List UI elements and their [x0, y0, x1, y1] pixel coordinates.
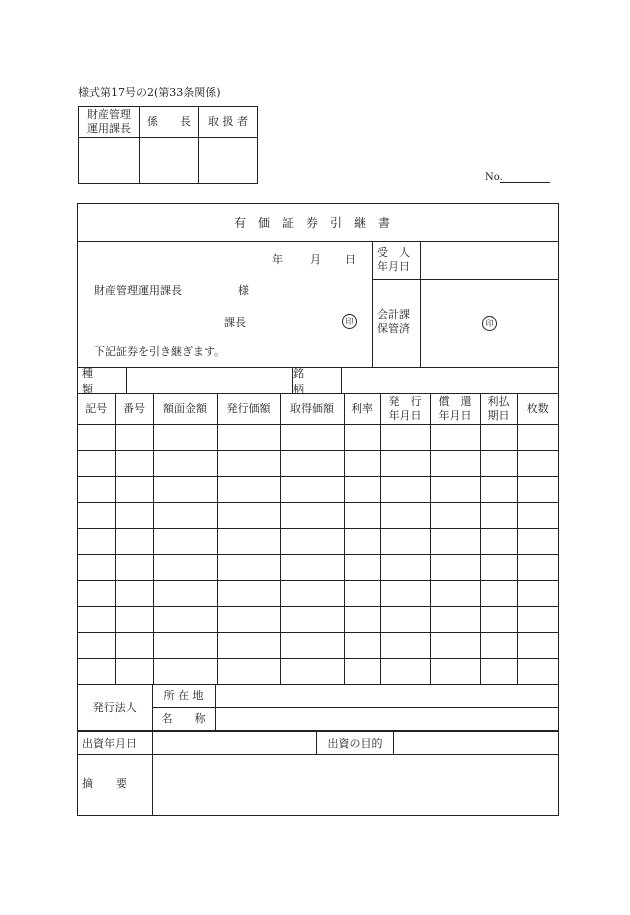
addressee: 財産管理運用課長: [94, 284, 182, 297]
table-cell[interactable]: [78, 451, 115, 477]
table-cell[interactable]: [217, 633, 280, 659]
investment-purpose-field[interactable]: [394, 732, 558, 754]
table-cell[interactable]: [153, 659, 217, 685]
table-row: [78, 581, 558, 607]
table-cell[interactable]: [517, 477, 558, 503]
table-cell[interactable]: [78, 425, 115, 451]
table-cell[interactable]: [153, 451, 217, 477]
table-cell[interactable]: [153, 555, 217, 581]
column-header: 利率: [344, 394, 380, 425]
summary-row: [78, 755, 558, 815]
table-cell[interactable]: [517, 581, 558, 607]
table-cell[interactable]: [344, 659, 380, 685]
table-cell[interactable]: [517, 659, 558, 685]
table-cell[interactable]: [344, 503, 380, 529]
table-cell[interactable]: [280, 503, 344, 529]
table-cell[interactable]: [217, 503, 280, 529]
issuer-name-label: 名 称: [152, 708, 215, 731]
brand-field[interactable]: [342, 368, 558, 393]
table-cell[interactable]: [280, 633, 344, 659]
table-cell[interactable]: [280, 477, 344, 503]
table-cell[interactable]: [517, 529, 558, 555]
table-cell[interactable]: [115, 503, 153, 529]
table-cell[interactable]: [280, 425, 344, 451]
table-cell[interactable]: [430, 633, 480, 659]
table-cell[interactable]: [380, 581, 430, 607]
table-cell[interactable]: [380, 607, 430, 633]
form-caption: 様式第17号の2(第33条関係): [78, 86, 221, 99]
date-month: 月: [310, 253, 321, 266]
table-cell[interactable]: [115, 529, 153, 555]
table-cell[interactable]: [115, 477, 153, 503]
table-cell[interactable]: [217, 425, 280, 451]
table-cell[interactable]: [344, 581, 380, 607]
table-cell[interactable]: [153, 425, 217, 451]
table-cell[interactable]: [78, 581, 115, 607]
investment-date-label: 出資年月日: [78, 732, 153, 754]
table-cell[interactable]: [517, 633, 558, 659]
column-header: 利払 期日: [480, 394, 517, 425]
column-header: 番号: [115, 394, 153, 425]
table-cell[interactable]: [78, 659, 115, 685]
table-cell[interactable]: [430, 503, 480, 529]
issuer-address-field[interactable]: [215, 685, 558, 708]
table-cell[interactable]: [480, 425, 517, 451]
number-label: No.: [485, 172, 503, 183]
table-cell[interactable]: [430, 451, 480, 477]
table-cell[interactable]: [480, 659, 517, 685]
number-field[interactable]: [500, 182, 550, 183]
accounting-seal-field[interactable]: [421, 280, 558, 367]
summary-label: 摘 要: [78, 755, 153, 815]
table-cell[interactable]: [153, 633, 217, 659]
table-cell[interactable]: [280, 607, 344, 633]
table-cell[interactable]: [217, 451, 280, 477]
kind-label: 種 類: [78, 368, 127, 393]
table-cell[interactable]: [217, 581, 280, 607]
approval-col-finance-manager: 財産管理 運用課長: [79, 107, 140, 138]
table-row: [78, 503, 558, 529]
table-cell[interactable]: [153, 529, 217, 555]
investment-row: [78, 731, 558, 755]
table-cell[interactable]: [78, 555, 115, 581]
table-cell[interactable]: [430, 581, 480, 607]
header-left: [78, 242, 373, 367]
table-cell[interactable]: [78, 477, 115, 503]
column-header: 発行価額: [217, 394, 280, 425]
table-cell[interactable]: [430, 529, 480, 555]
table-cell[interactable]: [344, 425, 380, 451]
header-right: [373, 242, 558, 367]
date-year: 年: [272, 253, 283, 266]
table-row: [78, 555, 558, 581]
approval-sign-cell[interactable]: [79, 138, 140, 184]
table-cell[interactable]: [153, 581, 217, 607]
table-cell[interactable]: [344, 607, 380, 633]
table-cell[interactable]: [430, 477, 480, 503]
column-header: 取得価額: [280, 394, 344, 425]
approval-sign-cell[interactable]: [140, 138, 199, 184]
table-cell[interactable]: [430, 555, 480, 581]
table-cell[interactable]: [517, 451, 558, 477]
date-day: 日: [345, 253, 356, 266]
accounting-row: [373, 280, 558, 367]
table-cell[interactable]: [480, 529, 517, 555]
issuer-label: 発行法人: [78, 685, 152, 731]
issuer-address-label: 所 在 地: [152, 685, 215, 708]
receipt-date-row: [373, 242, 558, 280]
table-cell[interactable]: [380, 555, 430, 581]
table-cell[interactable]: [280, 581, 344, 607]
receipt-date-label: 受 人 年月日: [373, 242, 421, 279]
table-row: [78, 425, 558, 451]
securities-header-row: [78, 394, 558, 425]
table-cell[interactable]: [380, 659, 430, 685]
accounting-label: 会計課 保管済: [373, 280, 421, 367]
table-cell[interactable]: [480, 633, 517, 659]
table-cell[interactable]: [217, 529, 280, 555]
table-cell[interactable]: [380, 633, 430, 659]
table-cell[interactable]: [115, 555, 153, 581]
table-cell[interactable]: [344, 451, 380, 477]
table-cell[interactable]: [78, 607, 115, 633]
receipt-date-field[interactable]: [421, 242, 558, 279]
table-cell[interactable]: [380, 451, 430, 477]
table-cell[interactable]: [517, 503, 558, 529]
seal-icon: 印: [342, 314, 357, 329]
table-cell[interactable]: [480, 581, 517, 607]
table-cell[interactable]: [380, 503, 430, 529]
table-cell[interactable]: [430, 425, 480, 451]
statement: 下記証券を引き継ぎます。: [94, 345, 226, 358]
table-cell[interactable]: [517, 607, 558, 633]
table-cell[interactable]: [480, 555, 517, 581]
table-cell[interactable]: [517, 555, 558, 581]
table-row: [78, 477, 558, 503]
table-cell[interactable]: [115, 633, 153, 659]
issuer-name-field[interactable]: [215, 708, 558, 731]
table-cell[interactable]: [280, 659, 344, 685]
issuer-table: [78, 685, 558, 731]
column-header: 額面金額: [153, 394, 217, 425]
table-cell[interactable]: [480, 503, 517, 529]
table-cell[interactable]: [430, 607, 480, 633]
table-cell[interactable]: [344, 529, 380, 555]
table-row: [78, 529, 558, 555]
approval-col-handler: 取 扱 者: [199, 107, 258, 138]
table-cell[interactable]: [344, 477, 380, 503]
addressee-suffix: 様: [238, 284, 249, 297]
table-cell[interactable]: [380, 477, 430, 503]
securities-table: [78, 394, 558, 685]
summary-field[interactable]: [153, 755, 558, 815]
table-cell[interactable]: [153, 477, 217, 503]
column-header: 発 行 年月日: [380, 394, 430, 425]
form-title: 有価証券引継書: [78, 204, 558, 242]
kind-field[interactable]: [127, 368, 293, 393]
kind-brand-row: [78, 368, 558, 394]
table-cell[interactable]: [115, 659, 153, 685]
table-cell[interactable]: [380, 529, 430, 555]
table-cell[interactable]: [153, 503, 217, 529]
table-cell[interactable]: [480, 607, 517, 633]
approval-sign-cell[interactable]: [199, 138, 258, 184]
table-cell[interactable]: [280, 451, 344, 477]
table-cell[interactable]: [217, 659, 280, 685]
table-cell[interactable]: [217, 555, 280, 581]
table-cell[interactable]: [517, 425, 558, 451]
table-cell[interactable]: [217, 477, 280, 503]
table-cell[interactable]: [280, 555, 344, 581]
table-cell[interactable]: [344, 633, 380, 659]
seal-icon: 印: [482, 316, 497, 331]
table-cell[interactable]: [344, 555, 380, 581]
table-cell[interactable]: [217, 607, 280, 633]
table-cell[interactable]: [115, 425, 153, 451]
brand-label: 銘 柄: [293, 368, 342, 393]
approval-col-section-chief: 係 長: [140, 107, 199, 138]
table-cell[interactable]: [280, 529, 344, 555]
table-cell[interactable]: [115, 581, 153, 607]
column-header: 枚数: [517, 394, 558, 425]
column-header: 記号: [78, 394, 115, 425]
table-cell[interactable]: [115, 451, 153, 477]
table-cell[interactable]: [380, 425, 430, 451]
table-row: [78, 451, 558, 477]
table-cell[interactable]: [153, 607, 217, 633]
approval-stamp-table: [78, 106, 258, 184]
sender-title: 課長: [224, 316, 246, 329]
table-cell[interactable]: [480, 477, 517, 503]
investment-purpose-label: 出資の目的: [317, 732, 394, 754]
table-row: [78, 659, 558, 685]
table-row: [78, 633, 558, 659]
table-cell[interactable]: [78, 633, 115, 659]
header-section: [78, 242, 558, 368]
investment-date-field[interactable]: [153, 732, 317, 754]
column-header: 償 還 年月日: [430, 394, 480, 425]
table-row: [78, 607, 558, 633]
table-cell[interactable]: [115, 607, 153, 633]
table-cell[interactable]: [480, 451, 517, 477]
transfer-form: [77, 203, 559, 816]
table-cell[interactable]: [78, 503, 115, 529]
table-cell[interactable]: [430, 659, 480, 685]
table-cell[interactable]: [78, 529, 115, 555]
